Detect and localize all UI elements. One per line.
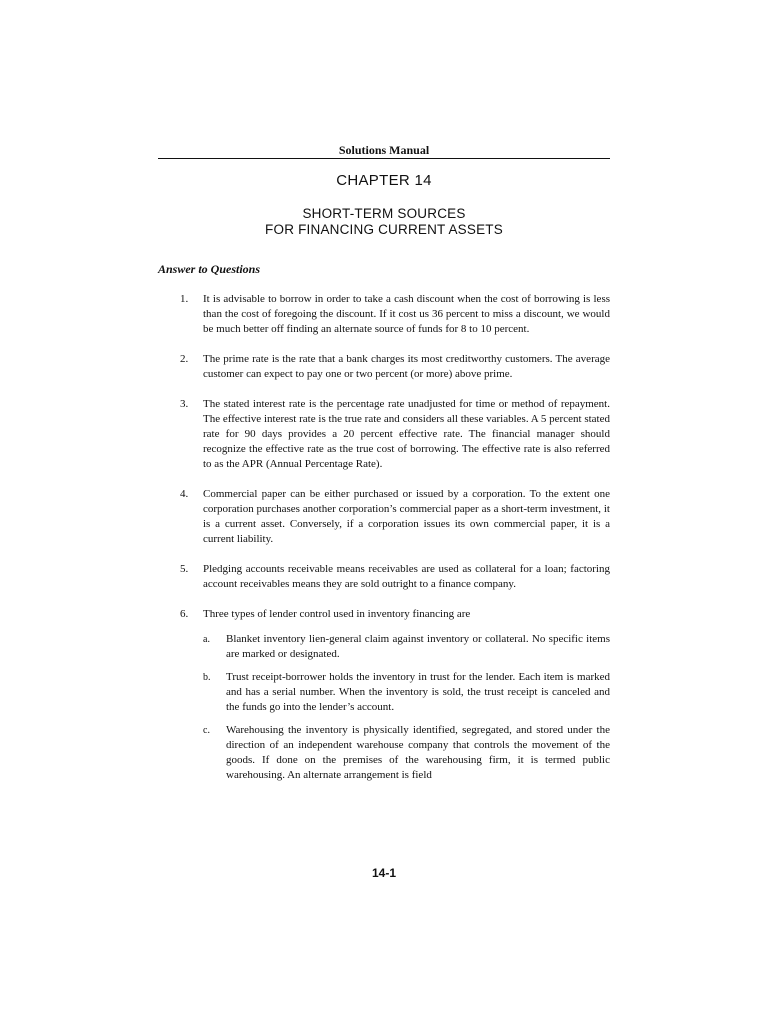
sub-answer-letter: c. — [203, 725, 210, 736]
answer-text: The prime rate is the rate that a bank charges its most creditworthy customers. The average customer can expect to pay one or two percent (or more) above prime. — [203, 353, 610, 380]
answer-item-5 — [178, 562, 610, 592]
answer-number: 6. — [180, 608, 189, 620]
answer-number: 5. — [180, 563, 189, 575]
answer-number: 2. — [180, 353, 189, 365]
chapter-title: CHAPTER 14 — [336, 172, 432, 189]
running-header-title: Solutions Manual — [338, 143, 430, 157]
answer-item-1 — [178, 292, 610, 337]
sub-answer-letter: a. — [203, 634, 210, 645]
sub-answer-text: Trust receipt-borrower holds the inventory in trust for the lender. Each item is marked and has a serial number. When the inventory is sold, the trust receipt is canceled and the funds go into the lender’s account. — [226, 671, 610, 713]
answer-list — [178, 292, 610, 798]
chapter-subtitle-line-2: FOR FINANCING CURRENT ASSETS — [265, 222, 503, 237]
sub-answer-text: Blanket inventory lien-general claim against inventory or collateral. No specific items are marked or designated. — [226, 633, 610, 660]
answer-number: 4. — [180, 488, 189, 500]
answer-text: Commercial paper can be either purchased or issued by a corporation. To the extent one corporation purchases another corporation’s commercial paper as a short-term investment, it is a current asset. Conversely, if a corporation issues its own commercial paper, it is a current liability. — [203, 488, 610, 545]
answer-text: It is advisable to borrow in order to take a cash discount when the cost of borrowing is less than the cost of foregoing the discount. If it cost us 36 percent to miss a discount, we would be much better off finding an alternate source of funds for 8 to 10 percent. — [203, 293, 610, 335]
answer-item-3 — [178, 397, 610, 472]
chapter-subtitle-line-1: SHORT-TERM SOURCES — [302, 206, 466, 221]
sub-answer-item-b — [203, 670, 610, 715]
sub-answer-item-c — [203, 723, 610, 783]
sub-answer-item-a — [203, 632, 610, 662]
answer-text: Three types of lender control used in inventory financing are — [203, 608, 471, 620]
answer-number: 1. — [180, 293, 189, 305]
page-number: 14-1 — [371, 866, 397, 880]
answer-item-6 — [178, 607, 610, 783]
section-heading: Answer to Questions — [158, 262, 261, 276]
sub-answer-text: Warehousing the inventory is physically identified, segregated, and stored under the direction of an independent warehouse company that controls the movement of the goods. If done on the premises of the warehousing firm, it is termed public warehousing. An alternate arrangement is field — [226, 724, 610, 781]
header-rule — [158, 158, 610, 159]
answer-text: Pledging accounts receivable means receivables are used as collateral for a loan; factoring account receivables means they are sold outright to a finance company. — [203, 563, 610, 590]
chapter-subtitle — [158, 206, 610, 238]
answer-number: 3. — [180, 398, 189, 410]
answer-item-4 — [178, 487, 610, 547]
sub-answer-letter: b. — [203, 672, 211, 683]
answer-item-2 — [178, 352, 610, 382]
answer-text: The stated interest rate is the percentage rate unadjusted for time or method of repayment. The effective interest rate is the true rate and considers all these variables. A 5 percent stated rate for 90 days provides a 20 percent effective rate. The financial manager should recognize the effective rate as the true cost of borrowing. The effective rate is also referred to as the APR (Annual Percentage Rate). — [203, 398, 610, 470]
sub-answer-list — [203, 632, 610, 783]
